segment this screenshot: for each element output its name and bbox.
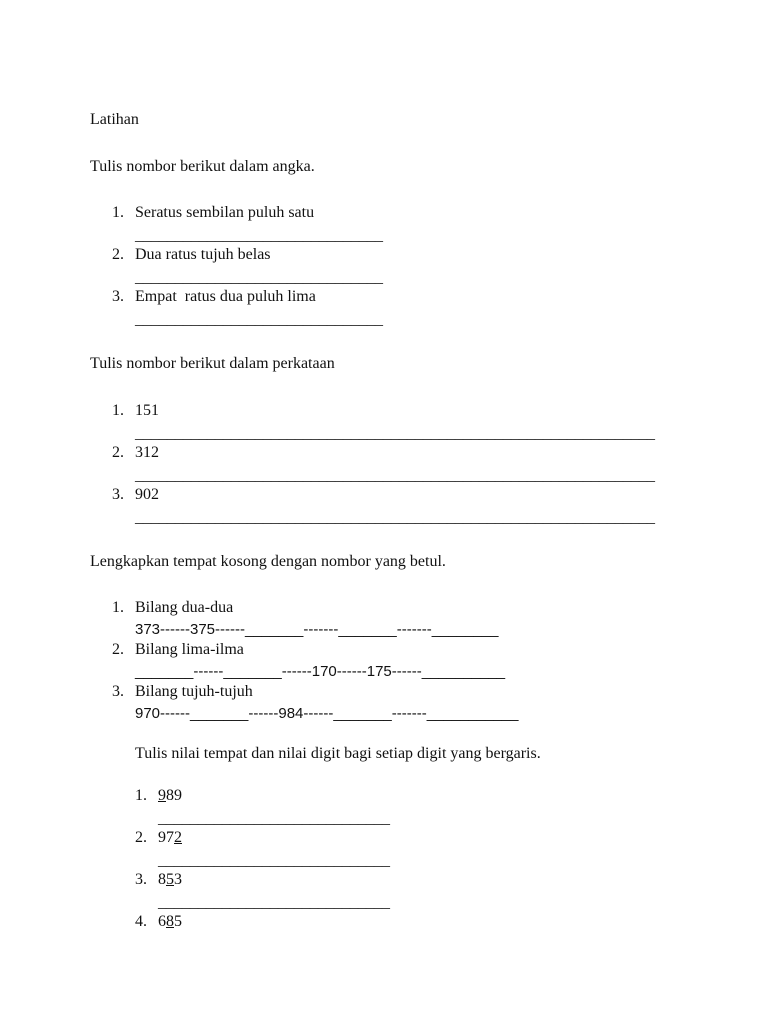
section1-item-number: 1. [112,204,124,221]
digit-after: 89 [166,787,182,804]
section4-item-number-value [158,913,182,931]
underlined-digit: 2 [174,829,182,846]
digit-after: 3 [174,871,182,888]
section4-item-number: 4. [135,913,147,930]
section3-item-number: 1. [112,599,124,616]
answer-blank: _____________________________ [158,852,390,869]
answer-blank: _____________________________ [158,894,390,911]
section2-item-number: 3. [112,486,124,503]
section2-item-text: 312 [135,444,159,461]
answer-blank: _______________________________ [135,311,383,328]
answer-blank: _____________________________ [158,810,390,827]
page-title: Latihan [90,111,139,128]
number-sequence: _______------_______------170------175------__________ [135,663,506,680]
section4-item-number-value [158,787,182,805]
digit-after: 5 [174,913,182,930]
section4-item-number: 3. [135,871,147,888]
section2-instruction: Tulis nombor berikut dalam perkataan [90,355,335,372]
number-sequence: 970------_______------984------_______-------___________ [135,705,519,722]
section4-item-number: 2. [135,829,147,846]
section4-item-number-value [158,829,182,847]
section2-item-text: 902 [135,486,159,503]
answer-blank: _________________________________________________________________ [135,467,655,484]
section2-item-number: 2. [112,444,124,461]
section3-item-number: 2. [112,641,124,658]
section3-item-text: Bilang dua-dua [135,599,234,616]
section3-item-text: Bilang tujuh-tujuh [135,683,253,700]
underlined-digit: 8 [166,913,174,930]
digit-before: 8 [158,871,166,888]
section4-instruction: Tulis nilai tempat dan nilai digit bagi setiap digit yang bergaris. [135,745,541,762]
section1-item-text: Dua ratus tujuh belas [135,246,271,263]
section3-item-number: 3. [112,683,124,700]
answer-blank: _______________________________ [135,269,383,286]
section4-item-number-value [158,871,182,889]
section3-instruction: Lengkapkan tempat kosong dengan nombor yang betul. [90,553,446,570]
section4-item-number: 1. [135,787,147,804]
section1-item-number: 3. [112,288,124,305]
section2-item-number: 1. [112,402,124,419]
answer-blank: _______________________________ [135,227,383,244]
underlined-digit: 9 [158,787,166,804]
answer-blank: _________________________________________________________________ [135,425,655,442]
section3-item-text: Bilang lima-ilma [135,641,244,658]
digit-before: 6 [158,913,166,930]
section1-item-text: Empat ratus dua puluh lima [135,288,316,305]
number-sequence: 373------375------_______-------_______-------________ [135,621,499,638]
section2-item-text: 151 [135,402,159,419]
section1-item-text: Seratus sembilan puluh satu [135,204,315,221]
section1-instruction: Tulis nombor berikut dalam angka. [90,158,315,175]
underlined-digit: 5 [166,871,174,888]
answer-blank: _________________________________________________________________ [135,509,655,526]
digit-before: 97 [158,829,174,846]
section1-item-number: 2. [112,246,124,263]
